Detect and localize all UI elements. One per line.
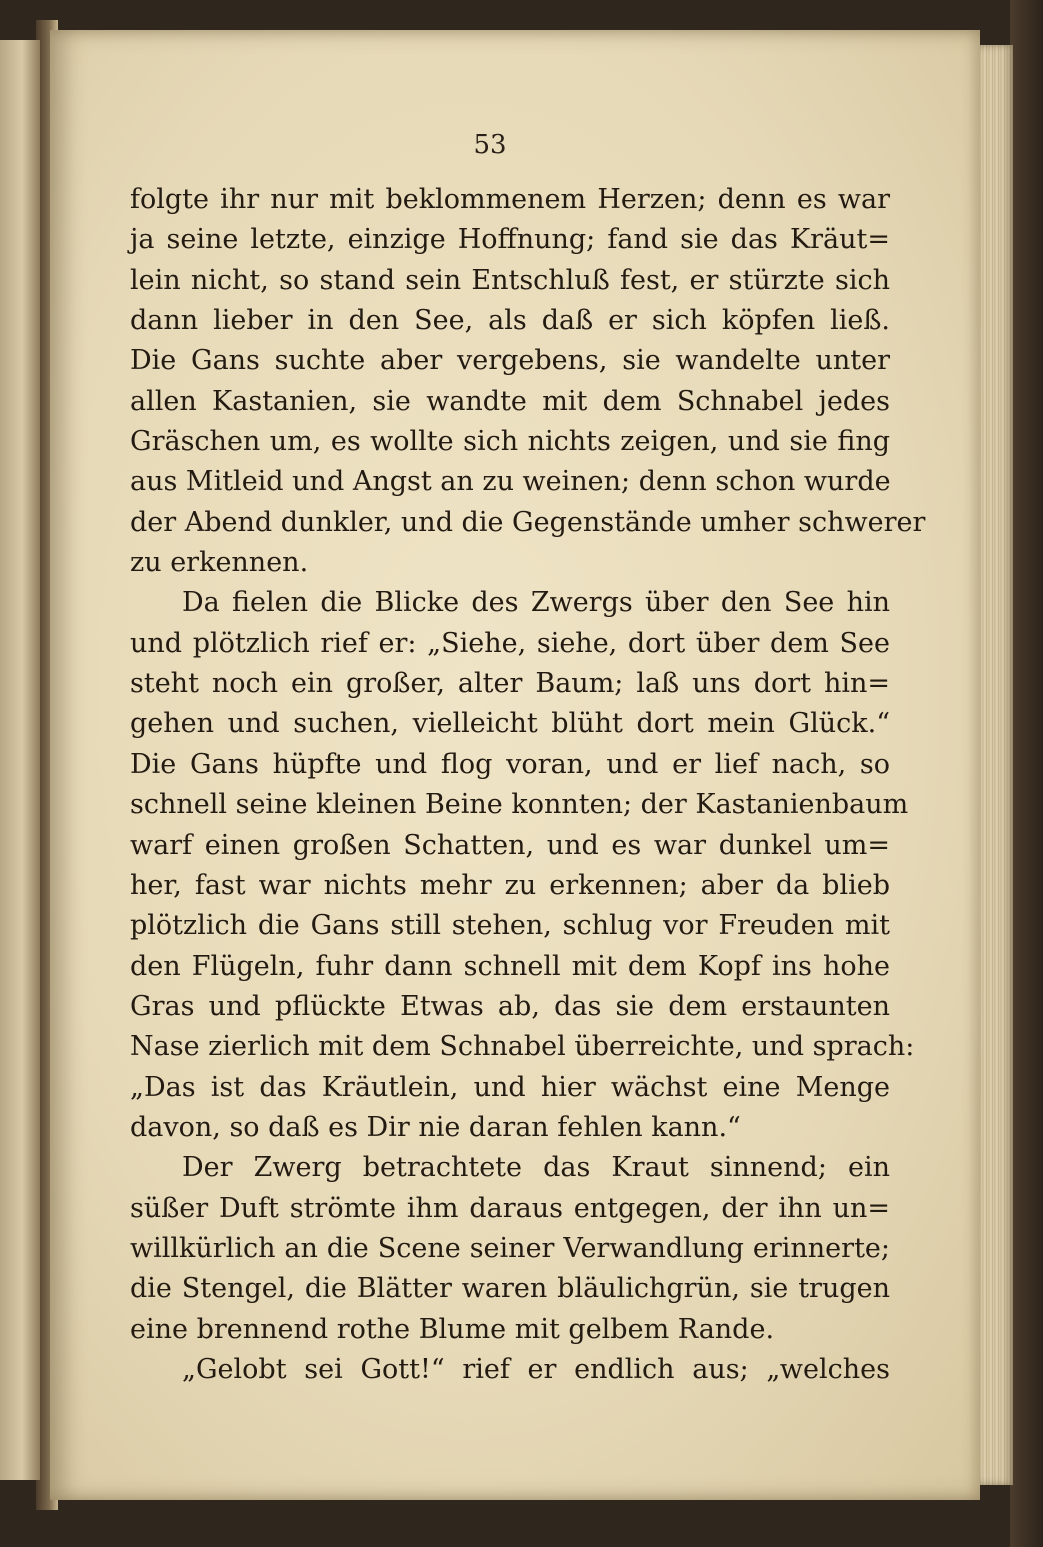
text-line: Gras und pflückte Etwas ab, das sie dem erstaunten xyxy=(130,990,890,1022)
text-line: „Gelobt sei Gott!“ rief er endlich aus; „welches xyxy=(182,1353,890,1385)
page-stack-edge xyxy=(975,45,1013,1485)
text-line: und plötzlich rief er: „Siehe, siehe, dort über dem See xyxy=(130,627,890,659)
text-line: lein nicht, so stand sein Entschluß fest, er stürzte sich xyxy=(130,264,890,296)
text-line: zu erkennen. xyxy=(130,547,309,579)
text-line: gehen und suchen, vielleicht blüht dort mein Glück.“ xyxy=(130,708,890,740)
text-line: steht noch ein großer, alter Baum; laß uns dort hin= xyxy=(130,668,890,700)
text-line: Der Zwerg betrachtete das Kraut sinnend; ein xyxy=(182,1152,890,1184)
text-line: Die Gans suchte aber vergebens, sie wandelte unter xyxy=(130,345,890,377)
page-number: 53 xyxy=(473,130,507,160)
text-line: Nase zierlich mit dem Schnabel überreichte, und sprach: xyxy=(130,1031,915,1063)
text-line: der Abend dunkler, und die Gegenstände umher schwerer xyxy=(130,506,926,538)
left-page-edge xyxy=(0,40,40,1480)
text-line: Gräschen um, es wollte sich nichts zeigen, und sie fing xyxy=(130,426,890,458)
text-line: her, fast war nichts mehr zu erkennen; aber da blieb xyxy=(130,869,890,901)
page-text xyxy=(130,180,926,1390)
book-page xyxy=(50,30,980,1500)
text-line: Die Gans hüpfte und flog voran, und er lief nach, so xyxy=(130,748,890,780)
text-line: willkürlich an die Scene seiner Verwandlung erinnerte; xyxy=(130,1232,890,1264)
text-line: davon, so daß es Dir nie daran fehlen kann.“ xyxy=(130,1111,741,1143)
text-line: schnell seine kleinen Beine konnten; der Kastanienbaum xyxy=(130,789,909,821)
text-line: ja seine letzte, einzige Hoffnung; fand sie das Kräut= xyxy=(130,224,890,256)
text-line: Da fielen die Blicke des Zwergs über den See hin xyxy=(182,587,890,619)
text-line: eine brennend rothe Blume mit gelbem Rande. xyxy=(130,1313,775,1345)
text-line: die Stengel, die Blätter waren bläulichgrün, sie trugen xyxy=(130,1273,890,1305)
text-line: dann lieber in den See, als daß er sich köpfen ließ. xyxy=(130,305,890,337)
text-line: aus Mitleid und Angst an zu weinen; denn schon wurde xyxy=(130,466,891,498)
book-cover-edge xyxy=(1010,0,1043,1547)
text-line: „Das ist das Kräutlein, und hier wächst eine Menge xyxy=(130,1071,890,1103)
text-line: den Flügeln, fuhr dann schnell mit dem Kopf ins hohe xyxy=(130,950,890,982)
text-line: plötzlich die Gans still stehen, schlug vor Freuden mit xyxy=(130,910,890,942)
text-line: folgte ihr nur mit beklommenem Herzen; denn es war xyxy=(130,184,890,215)
text-line: allen Kastanien, sie wandte mit dem Schnabel jedes xyxy=(130,385,890,417)
text-line: warf einen großen Schatten, und es war dunkel um= xyxy=(130,829,890,861)
text-line: süßer Duft strömte ihm daraus entgegen, der ihn un= xyxy=(130,1192,890,1224)
